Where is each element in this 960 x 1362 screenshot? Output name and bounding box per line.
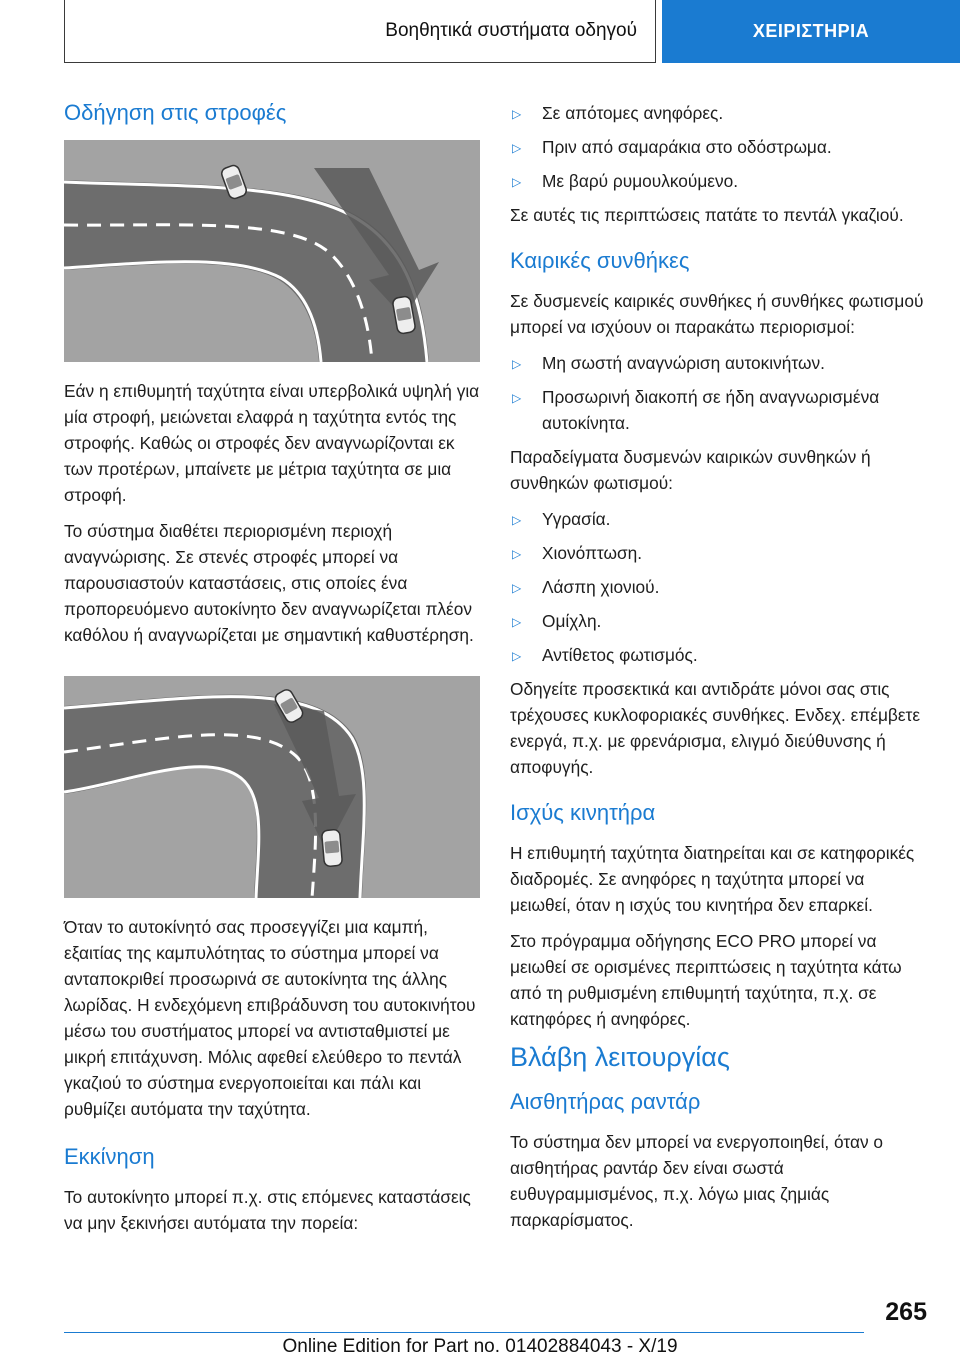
list-item: ▷ Ομίχλη. xyxy=(510,608,926,634)
paragraph: Σε δυσμενείς καιρικές συνθήκες ή συνθήκες φωτισμού μπορεί να ισχύουν οι παρακάτω περιορισμοί: xyxy=(510,291,924,337)
paragraph: Το αυτοκίνητο μπορεί π.χ. στις επόμενες καταστάσεις να μην ξεκινήσει αυτόματα την πορεία: xyxy=(64,1187,471,1233)
heading-weather: Καιρικές συνθήκες xyxy=(510,248,690,273)
bullet-list-weather xyxy=(510,350,926,436)
list-item: ▷ Αντίθετος φωτισμός. xyxy=(510,642,926,668)
heading-malfunction: Βλάβη λειτουργίας xyxy=(510,1042,730,1072)
page-header xyxy=(64,0,960,65)
car-own-icon xyxy=(321,829,342,866)
list-item: ▷ Προσωρινή διακοπή σε ήδη αναγνωρισμένα αυτοκίνητα. xyxy=(512,387,880,433)
triangle-bullet-icon: ▷ xyxy=(512,107,522,121)
paragraph: Οδηγείτε προσεκτικά και αντιδράτε μόνοι σας στις τρέχουσες κυκλοφοριακές συνθήκες. Ενδεχ. επέμβετε ενεργά, π.χ. με φρενάρισμα, ελιγμό διεύθυνσης ή αποφυγής. xyxy=(510,679,921,777)
triangle-bullet-icon: ▷ xyxy=(512,649,522,663)
paragraph: Η επιθυμητή ταχύτητα διατηρείται και σε κατηφορικές διαδρομές. Σε ανηφόρες η ταχύτητα μπορεί να μειωθεί, όταν η ισχύς του κινητήρα δεν επαρκεί. xyxy=(510,843,915,915)
triangle-bullet-icon: ▷ xyxy=(512,391,522,405)
triangle-bullet-icon: ▷ xyxy=(512,513,522,527)
paragraph: Όταν το αυτοκίνητό σας προσεγγίζει μια καμπή, εξαιτίας της καμπυλότητας το σύστημα μπορεί να ανταποκριθεί προσωρινά σε αυτοκίνητα της άλλης λωρίδας. Η ενδεχόμενη επιβράδυνση του αυτοκινήτου μέσω του συστήματος μπορεί να αντισταθμιστεί με μικρή επιτάχυνση. Μόλις αφεθεί ελεύθερο το πεντάλ γκαζιού το σύστημα ενεργοποιείται και πάλι και ρυθμίζει αυτόματα την ταχύτητα. xyxy=(64,917,476,1119)
footer-rule xyxy=(64,1332,864,1333)
list-item: ▷ Πριν από σαμαράκια στο οδόστρωμα. xyxy=(510,134,926,160)
heading-cornering: Οδήγηση στις στροφές xyxy=(64,100,287,125)
curve-illustration-1 xyxy=(64,140,480,362)
paragraph: Το σύστημα δεν μπορεί να ενεργοποιηθεί, όταν ο αισθητήρας ραντάρ δεν είναι σωστά ευθυγραμμισμένος, π.χ. λόγω μιας ζημιάς παρκαρίσματος. xyxy=(510,1132,884,1230)
paragraph: Το σύστημα διαθέτει περιορισμένη περιοχή αναγνώρισης. Σε στενές στροφές μπορεί να παρουσιαστούν καταστάσεις, στις οποίες ένα προπορευόμενο αυτοκίνητο δεν αναγνωρίζεται πλέον καθόλου ή αναγνωρίζεται με σημαντική καθυστέρηση. xyxy=(64,521,474,645)
chapter-tab[interactable]: ΧΕΙΡΙΣΤΗΡΙΑ xyxy=(662,0,960,63)
paragraph: Παραδείγματα δυσμενών καιρικών συνθηκών ή συνθηκών φωτισμού: xyxy=(510,447,871,493)
paragraph: Στο πρόγραμμα οδήγησης ECO PRO μπορεί να μειωθεί σε ορισμένες περιπτώσεις η ταχύτητα κάτω από τη ρυθμισμένη επιθυμητή ταχύτητα, π.χ. σε κατηφόρες ή ανηφόρες. xyxy=(510,931,902,1029)
bullet-list-conditions xyxy=(510,506,926,668)
list-item: ▷ Σε απότομες ανηφόρες. xyxy=(510,100,926,126)
list-item: ▷ Μη σωστή αναγνώριση αυτοκινήτων. xyxy=(510,350,926,376)
bullet-list-start xyxy=(510,100,926,194)
triangle-bullet-icon: ▷ xyxy=(512,615,522,629)
list-item: ▷ Λάσπη χιονιού. xyxy=(510,574,926,600)
triangle-bullet-icon: ▷ xyxy=(512,581,522,595)
page-number: 265 xyxy=(885,1298,927,1326)
right-column xyxy=(510,100,926,1243)
triangle-bullet-icon: ▷ xyxy=(512,141,522,155)
edition-footer: Online Edition for Part no. 01402884043 - X/19 xyxy=(282,1336,678,1357)
heading-radar-sensor: Αισθητήρας ραντάρ xyxy=(510,1089,701,1114)
left-column xyxy=(64,100,480,1246)
list-item: ▷ Με βαρύ ρυμουλκούμενο. xyxy=(510,168,926,194)
list-item: ▷ Υγρασία. xyxy=(510,506,926,532)
triangle-bullet-icon: ▷ xyxy=(512,357,522,371)
list-item: ▷ Χιονόπτωση. xyxy=(510,540,926,566)
heading-engine-power: Ισχύς κινητήρα xyxy=(510,800,656,825)
curve-illustration-2 xyxy=(64,676,480,898)
triangle-bullet-icon: ▷ xyxy=(512,547,522,561)
paragraph: Σε αυτές τις περιπτώσεις πατάτε το πεντάλ γκαζιού. xyxy=(510,205,904,225)
triangle-bullet-icon: ▷ xyxy=(512,175,522,189)
paragraph: Εάν η επιθυμητή ταχύτητα είναι υπερβολικά υψηλή για μία στροφή, μειώνεται ελαφρά η ταχύτητα εντός της στροφής. Καθώς οι στροφές δεν αναγνωρίζονται εκ των προτέρων, μπαίνετε με μέτρια ταχύτητα σε μια στροφή. xyxy=(64,381,480,505)
heading-start: Εκκίνηση xyxy=(64,1144,155,1169)
section-title: Βοηθητικά συστήματα οδηγού xyxy=(64,0,656,63)
